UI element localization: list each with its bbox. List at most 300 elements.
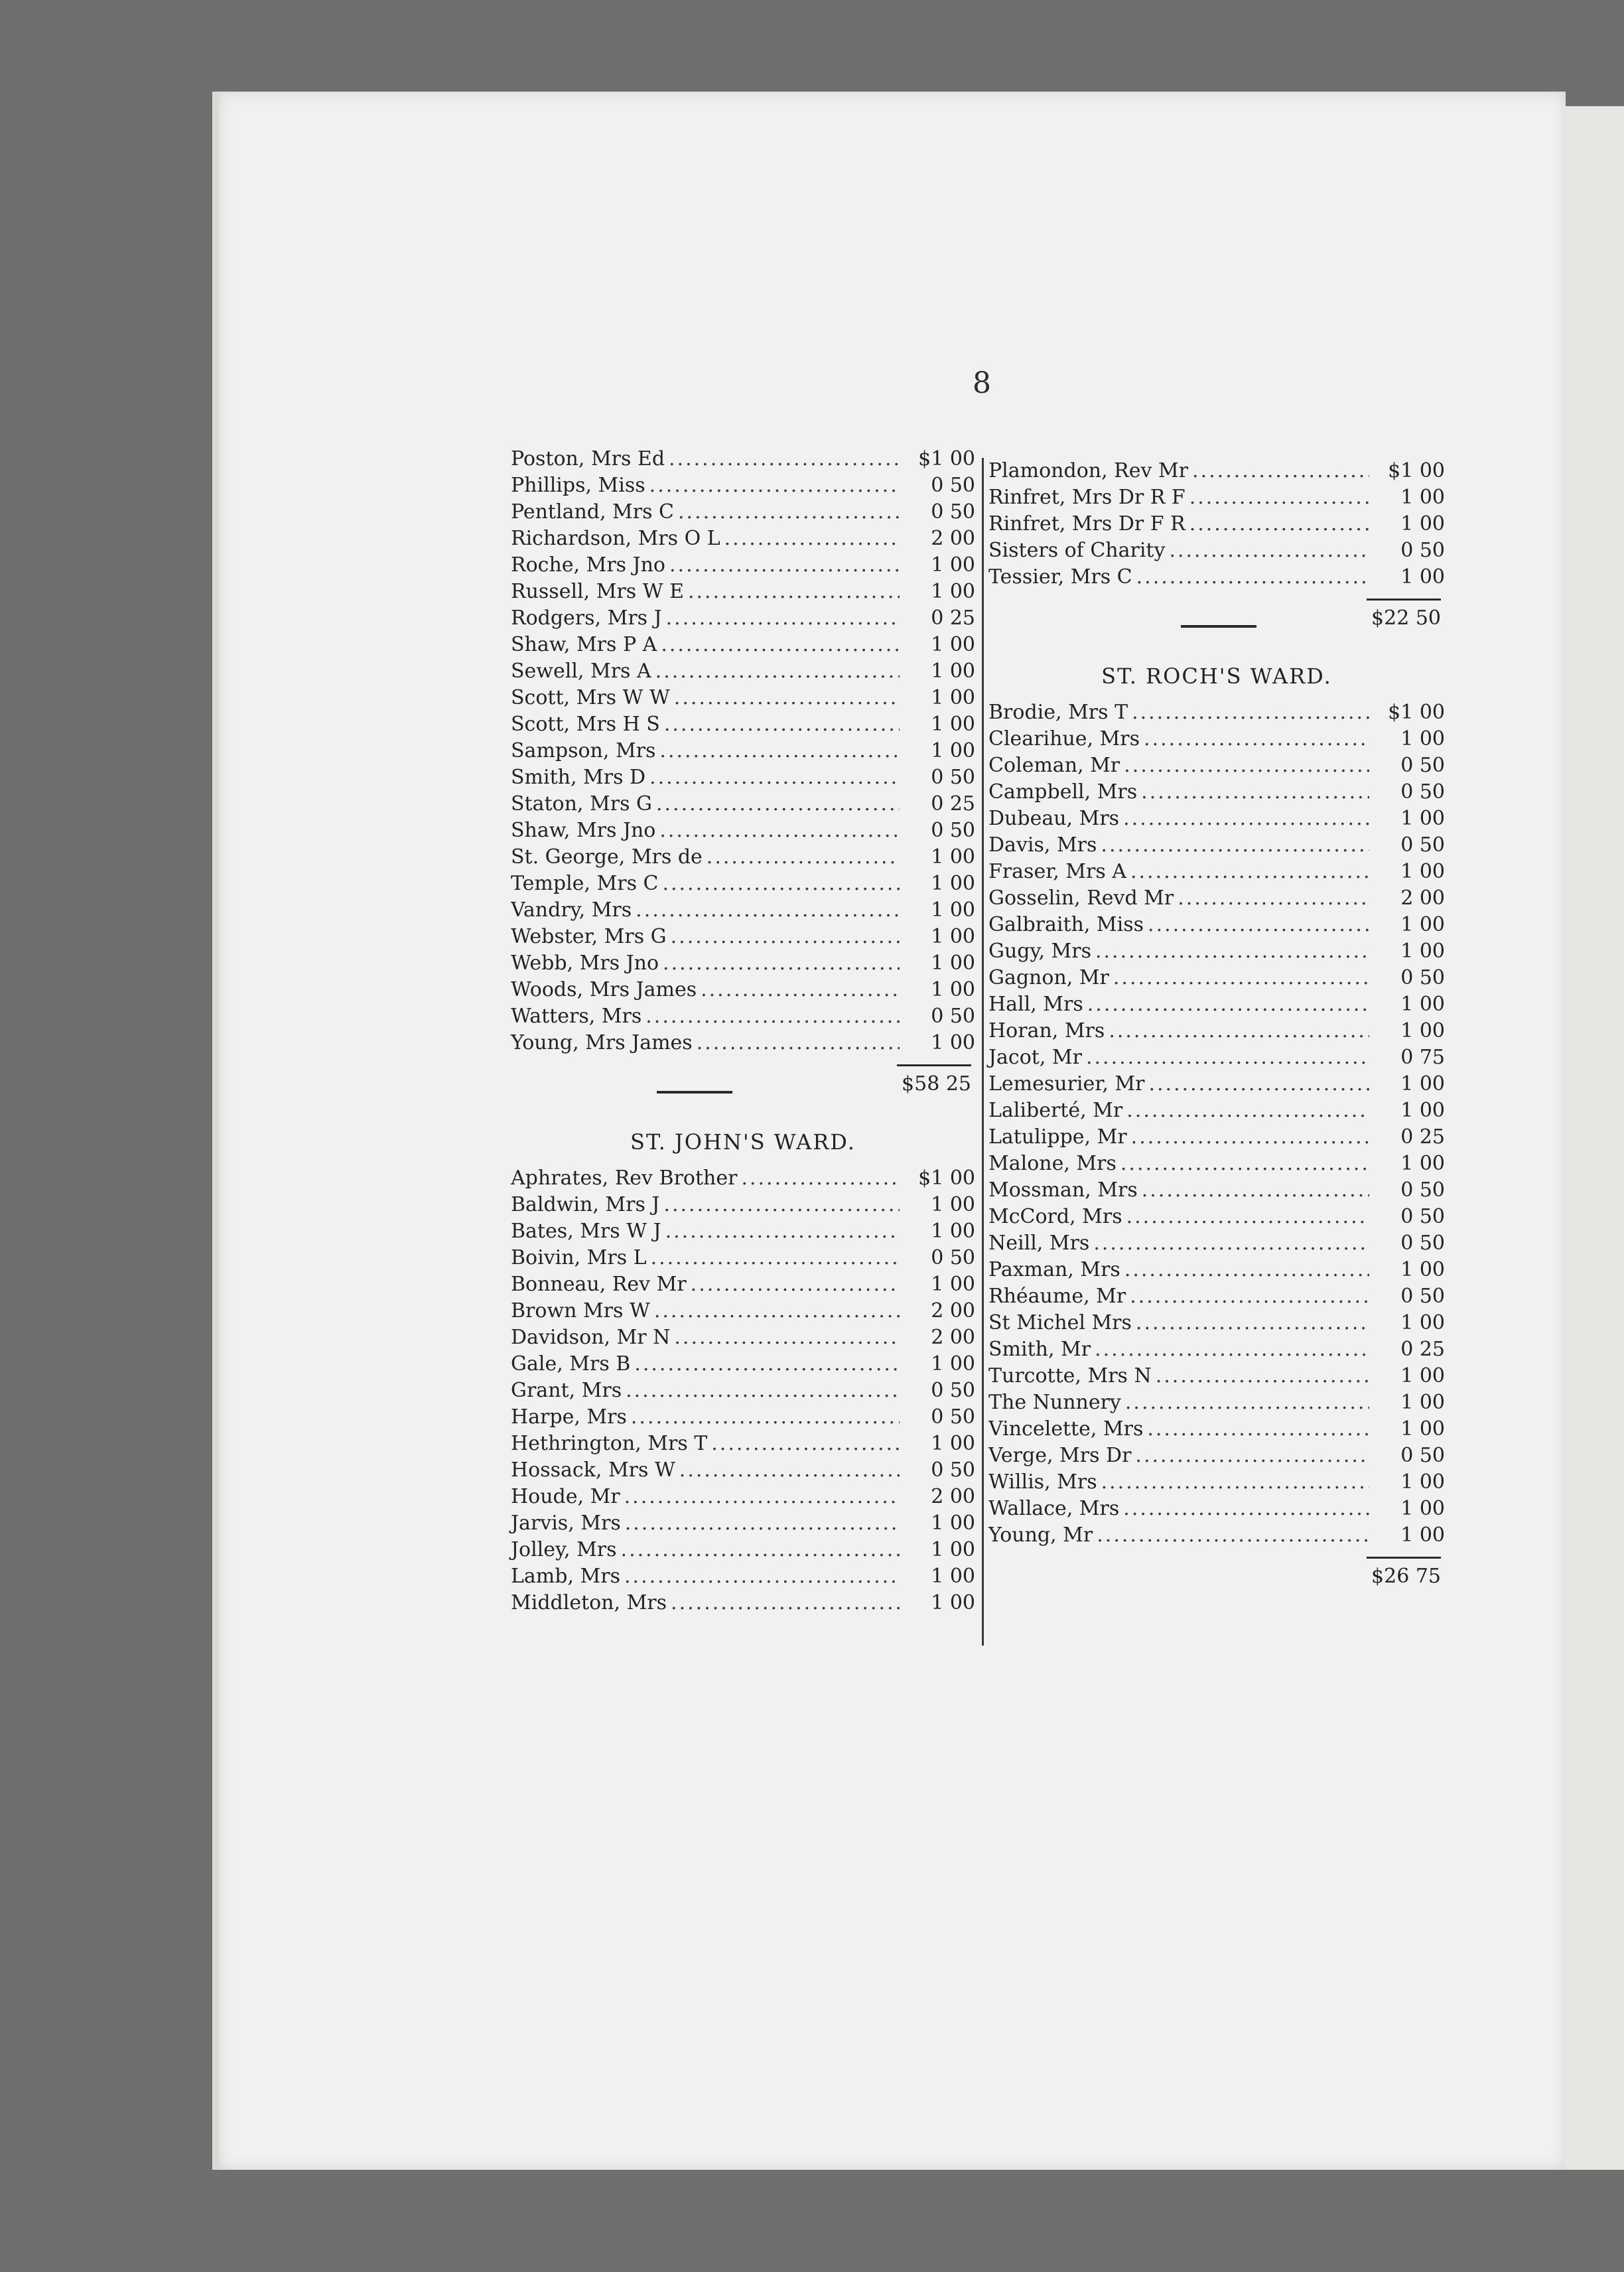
dot-leader	[1123, 1496, 1369, 1522]
subscription-amount: 1 00	[931, 713, 975, 736]
dot-leader	[741, 1165, 900, 1192]
subscriber-name: Temple, Mrs C	[511, 872, 659, 895]
subscriber-name: Brown Mrs W	[511, 1299, 650, 1322]
section-total	[988, 591, 1445, 648]
dot-leader	[664, 711, 900, 738]
dot-leader	[651, 1245, 900, 1271]
subscription-amount: 1 00	[1400, 1311, 1445, 1334]
subscription-amount: 0 50	[1400, 1205, 1445, 1228]
subscription-amount: 2 00	[931, 527, 975, 550]
subscriber-name: Dubeau, Mrs	[988, 807, 1120, 830]
dot-leader	[678, 499, 900, 526]
subscriber-row	[988, 806, 1445, 832]
subscriber-name: Scott, Mrs H S	[511, 713, 660, 736]
dot-leader	[665, 1218, 900, 1245]
dot-leader	[724, 526, 900, 552]
subscription-amount: 1 00	[931, 1432, 975, 1455]
subscription-amount: 0 50	[931, 1458, 975, 1482]
subscriber-row	[511, 685, 975, 711]
subscription-amount: 1 00	[1400, 1417, 1445, 1441]
subscriber-row	[511, 1351, 975, 1378]
subscriber-name: Roche, Mrs Jno	[511, 553, 665, 577]
subscriber-row	[988, 885, 1445, 912]
subscriber-row	[511, 658, 975, 685]
subscriber-row	[511, 791, 975, 817]
subscriber-list	[511, 1165, 975, 1616]
subscription-amount: 1 00	[931, 952, 975, 975]
subscriber-row	[988, 779, 1445, 806]
dot-leader	[688, 579, 900, 605]
dot-leader	[621, 1537, 900, 1563]
subscriber-name: Davis, Mrs	[988, 833, 1097, 857]
subscriber-name: Lemesurier, Mr	[988, 1072, 1145, 1096]
subscriber-row	[511, 1030, 975, 1056]
subscriber-row	[511, 1245, 975, 1271]
subscriber-name: Gale, Mrs B	[511, 1352, 631, 1376]
subscription-amount: 1 00	[931, 660, 975, 683]
subscriber-name: Russell, Mrs W E	[511, 580, 684, 603]
total-amount: $58 25	[902, 1072, 971, 1096]
subscriber-row	[988, 938, 1445, 965]
dot-leader	[1125, 1389, 1369, 1416]
dot-leader	[1086, 1044, 1369, 1071]
subscriber-row	[511, 764, 975, 791]
dot-leader	[1131, 1124, 1369, 1151]
subscription-amount: 0 50	[931, 1405, 975, 1429]
total-rule	[1367, 1557, 1441, 1559]
subscriber-row	[988, 1257, 1445, 1283]
subscriber-name: Mossman, Mrs	[988, 1178, 1138, 1202]
subscriber-row	[988, 564, 1445, 591]
subscription-amount: 1 00	[1400, 1524, 1445, 1547]
dot-leader	[659, 738, 900, 764]
subscription-amount: 1 00	[931, 1220, 975, 1243]
subscriber-name: Paxman, Mrs	[988, 1258, 1120, 1281]
dot-leader	[1095, 938, 1369, 965]
subscription-amount: 0 50	[931, 1005, 975, 1028]
subscriber-row	[511, 924, 975, 950]
subscriber-name: Pentland, Mrs C	[511, 500, 674, 524]
subscriber-name: Shaw, Mrs P A	[511, 633, 657, 656]
dot-leader	[1126, 1098, 1369, 1124]
subscriber-name: The Nunnery	[988, 1391, 1121, 1414]
subscriber-row	[511, 977, 975, 1003]
subscription-amount: 0 50	[931, 766, 975, 789]
subscription-amount: 0 50	[1400, 1285, 1445, 1308]
subscription-amount: 1 00	[931, 633, 975, 656]
subscriber-name: Webster, Mrs G	[511, 925, 667, 948]
subscription-amount: 1 00	[1400, 1072, 1445, 1096]
subscriber-row	[988, 1496, 1445, 1522]
dot-leader	[674, 1324, 900, 1351]
subscription-amount: 0 50	[1400, 1178, 1445, 1202]
subscription-amount: 1 00	[1400, 512, 1445, 535]
subscriber-row	[988, 752, 1445, 779]
dot-leader	[1087, 991, 1369, 1018]
subscriber-list	[511, 446, 975, 1056]
dot-leader	[1189, 484, 1369, 511]
subscription-amount: 1 00	[1400, 1497, 1445, 1520]
dot-leader	[697, 1030, 900, 1056]
subscriber-name: Jarvis, Mrs	[511, 1512, 621, 1535]
subscription-amount: 1 00	[931, 1512, 975, 1535]
dot-leader	[671, 1590, 900, 1616]
subscriber-row	[988, 1151, 1445, 1177]
dot-leader	[662, 871, 900, 897]
subscriber-name: Latulippe, Mr	[988, 1125, 1127, 1149]
dot-leader	[636, 897, 900, 924]
subscriber-row	[511, 897, 975, 924]
subscriber-name: Hossack, Mrs W	[511, 1458, 675, 1482]
dot-leader	[634, 1351, 900, 1378]
subscriber-name: Richardson, Mrs O L	[511, 527, 720, 550]
total-amount: $22 50	[1371, 606, 1441, 630]
subscriber-name: Aphrates, Rev Brother	[511, 1167, 738, 1190]
subscriber-name: Smith, Mrs D	[511, 766, 646, 789]
subscriber-row	[511, 1484, 975, 1510]
subscriber-row	[988, 912, 1445, 938]
dot-leader	[1141, 779, 1369, 806]
dot-leader	[674, 685, 900, 711]
subscription-amount: 1 00	[931, 898, 975, 922]
column-divider	[982, 458, 984, 1646]
subscriber-name: Plamondon, Rev Mr	[988, 459, 1189, 482]
subscriber-name: Staton, Mrs G	[511, 792, 652, 816]
subscriber-row	[511, 1563, 975, 1590]
dot-leader	[1147, 1416, 1369, 1443]
subscription-amount: 2 00	[931, 1326, 975, 1349]
dot-leader	[649, 764, 900, 791]
subscription-amount: 1 00	[1400, 807, 1445, 830]
dot-leader	[1135, 1443, 1369, 1469]
subscription-amount: 1 00	[1400, 860, 1445, 883]
dot-leader	[1142, 1177, 1369, 1204]
subscriber-row	[988, 1443, 1445, 1469]
subscription-amount: 1 00	[931, 580, 975, 603]
subscription-amount: 0 50	[931, 1246, 975, 1269]
subscriber-name: Vincelette, Mrs	[988, 1417, 1144, 1441]
subscriber-name: Young, Mr	[988, 1524, 1093, 1547]
subscriber-row	[511, 817, 975, 844]
subscription-amount: 0 50	[1400, 966, 1445, 989]
total-rule	[897, 1064, 971, 1066]
subscriber-row	[988, 699, 1445, 726]
subscriber-name: Willis, Mrs	[988, 1470, 1097, 1494]
subscription-amount: 1 00	[1400, 1391, 1445, 1414]
subscription-amount: 0 50	[1400, 539, 1445, 562]
subscription-amount: 0 50	[1400, 780, 1445, 804]
dot-leader	[1101, 1469, 1369, 1496]
subscriber-row	[988, 1310, 1445, 1336]
subscriber-name: Brodie, Mrs T	[988, 701, 1128, 724]
subscriber-name: Vandry, Mrs	[511, 898, 632, 922]
subscriber-name: Horan, Mrs	[988, 1019, 1105, 1042]
subscriber-row	[511, 1431, 975, 1457]
subscriber-name: Jacot, Mr	[988, 1046, 1082, 1069]
subscriber-row	[988, 965, 1445, 991]
section-total	[988, 1549, 1445, 1606]
subscription-amount: 2 00	[1400, 887, 1445, 910]
subscriber-name: Watters, Mrs	[511, 1005, 642, 1028]
dot-leader	[1189, 511, 1369, 537]
dot-leader	[1101, 832, 1369, 859]
subscriber-row	[988, 1204, 1445, 1230]
subscriber-name: Rodgers, Mrs J	[511, 606, 662, 630]
subscription-amount: $1 00	[1388, 459, 1445, 482]
subscription-amount: 1 00	[931, 1591, 975, 1614]
ward-heading: ST. ROCH'S WARD.	[1101, 664, 1332, 689]
subscriber-name: Galbraith, Miss	[988, 913, 1144, 936]
subscriber-row	[511, 1510, 975, 1537]
subscription-amount: 0 50	[931, 819, 975, 842]
subscriber-name: Shaw, Mrs Jno	[511, 819, 656, 842]
subscription-amount: 1 00	[1400, 727, 1445, 750]
subscriber-row	[988, 1283, 1445, 1310]
subscriber-name: Sewell, Mrs A	[511, 660, 651, 683]
subscriber-row	[511, 605, 975, 632]
subscriber-name: Turcotte, Mrs N	[988, 1364, 1152, 1387]
subscriber-name: Hall, Mrs	[988, 993, 1083, 1016]
subscription-amount: 0 25	[1400, 1125, 1445, 1149]
subscriber-row	[988, 1389, 1445, 1416]
subscriber-name: Bates, Mrs W J	[511, 1220, 661, 1243]
subscriber-row	[511, 1457, 975, 1484]
dot-leader	[625, 1510, 900, 1537]
dot-leader	[1123, 806, 1369, 832]
subscriber-row	[511, 499, 975, 526]
subscriber-name: Sampson, Mrs	[511, 739, 656, 762]
subscriber-row	[988, 991, 1445, 1018]
subscription-amount: 0 50	[1400, 1444, 1445, 1467]
dot-leader	[1136, 564, 1369, 591]
section-rule	[657, 1091, 732, 1094]
subscriber-row	[988, 859, 1445, 885]
subscription-amount: 1 00	[1400, 1470, 1445, 1494]
subscription-amount: 1 00	[1400, 1099, 1445, 1122]
subscription-amount: 1 00	[1400, 565, 1445, 589]
subscriber-name: Phillips, Miss	[511, 474, 645, 497]
subscription-amount: 0 50	[1400, 1232, 1445, 1255]
dot-leader	[654, 1298, 900, 1324]
subscriber-row	[511, 1537, 975, 1563]
subscriber-row	[988, 1230, 1445, 1257]
subscriber-name: St Michel Mrs	[988, 1311, 1132, 1334]
subscriber-row	[511, 1271, 975, 1298]
subscriber-name: Webb, Mrs Jno	[511, 952, 659, 975]
subscriber-name: Gosselin, Revd Mr	[988, 887, 1174, 910]
subscription-amount: $1 00	[918, 447, 975, 470]
subscription-amount: 1 00	[1400, 1152, 1445, 1175]
subscriber-name: Rhéaume, Mr	[988, 1285, 1126, 1308]
dot-leader	[661, 632, 900, 658]
subscription-amount: $1 00	[918, 1167, 975, 1190]
subscriber-name: Fraser, Mrs A	[988, 860, 1126, 883]
subscriber-name: St. George, Mrs de	[511, 845, 703, 869]
subscription-amount: 1 00	[931, 845, 975, 869]
subscription-amount: 1 00	[931, 1538, 975, 1561]
subscriber-row	[511, 1165, 975, 1192]
dot-leader	[669, 552, 900, 579]
dot-leader	[1148, 912, 1369, 938]
subscriber-row	[511, 632, 975, 658]
subscriber-name: Campbell, Mrs	[988, 780, 1138, 804]
dot-leader	[1130, 1283, 1369, 1310]
dot-leader	[1124, 1257, 1369, 1283]
subscriber-row	[988, 484, 1445, 511]
subscriber-name: Wallace, Mrs	[988, 1497, 1120, 1520]
subscription-amount: 0 50	[1400, 833, 1445, 857]
subscriber-name: Baldwin, Mrs J	[511, 1193, 660, 1216]
dot-leader	[701, 977, 900, 1003]
subscriber-row	[988, 726, 1445, 752]
subscription-amount: 1 00	[1400, 1364, 1445, 1387]
adjacent-page-edge	[1562, 106, 1624, 2170]
subscription-amount: 2 00	[931, 1485, 975, 1508]
dot-leader	[1144, 726, 1369, 752]
subscriber-row	[988, 1124, 1445, 1151]
dot-leader	[626, 1378, 900, 1404]
dot-leader	[1178, 885, 1369, 912]
subscription-amount: 1 00	[931, 1193, 975, 1216]
subscriber-name: Boivin, Mrs L	[511, 1246, 647, 1269]
subscriber-row	[511, 579, 975, 605]
subscription-amount: $1 00	[1388, 701, 1445, 724]
subscription-amount: 1 00	[931, 978, 975, 1001]
subscriber-name: Gagnon, Mr	[988, 966, 1109, 989]
dot-leader	[1097, 1522, 1369, 1549]
subscription-amount: 1 00	[1400, 993, 1445, 1016]
subscription-amount: 0 50	[1400, 754, 1445, 777]
subscriber-row	[511, 871, 975, 897]
subscriber-name: Woods, Mrs James	[511, 978, 697, 1001]
subscriber-name: McCord, Mrs	[988, 1205, 1122, 1228]
dot-leader	[624, 1484, 900, 1510]
dot-leader	[663, 950, 900, 977]
ward-heading: ST. JOHN'S WARD.	[630, 1129, 856, 1155]
subscriber-row	[988, 1177, 1445, 1204]
dot-leader	[1136, 1310, 1369, 1336]
subscription-amount: 1 00	[1400, 1019, 1445, 1042]
subscription-amount: 1 00	[931, 686, 975, 709]
subscription-amount: 1 00	[1400, 486, 1445, 509]
subscriber-row	[988, 511, 1445, 537]
subscriber-name: Tessier, Mrs C	[988, 565, 1132, 589]
subscriber-name: Harpe, Mrs	[511, 1405, 627, 1429]
subscriber-name: Middleton, Mrs	[511, 1591, 667, 1614]
dot-leader	[1124, 752, 1369, 779]
subscriber-name: Scott, Mrs W W	[511, 686, 670, 709]
subscriber-name: Sisters of Charity	[988, 539, 1166, 562]
subscriber-row	[511, 552, 975, 579]
subscriber-row	[511, 446, 975, 472]
subscriber-row	[988, 458, 1445, 484]
subscriber-name: Poston, Mrs Ed	[511, 447, 665, 470]
subscriber-name: Davidson, Mr N	[511, 1326, 671, 1349]
subscriber-name: Coleman, Mr	[988, 754, 1120, 777]
dot-leader	[1130, 859, 1369, 885]
subscriber-row	[511, 1324, 975, 1351]
subscription-amount: 0 25	[931, 606, 975, 630]
subscriber-name: Neill, Mrs	[988, 1232, 1090, 1255]
dot-leader	[707, 844, 900, 871]
subscriber-row	[511, 1298, 975, 1324]
subscriber-row	[511, 526, 975, 552]
subscription-amount: 2 00	[931, 1299, 975, 1322]
total-amount: $26 75	[1371, 1565, 1441, 1588]
subscriber-row	[511, 738, 975, 764]
subscriber-row	[988, 1363, 1445, 1389]
dot-leader	[624, 1563, 900, 1590]
subscriber-row	[511, 1404, 975, 1431]
dot-leader	[679, 1457, 900, 1484]
subscriber-row	[511, 1218, 975, 1245]
subscriber-row	[988, 832, 1445, 859]
subscriber-list	[988, 458, 1445, 591]
section-rule	[1181, 625, 1256, 628]
left-column	[511, 446, 975, 1616]
total-rule	[1367, 599, 1441, 601]
dot-leader	[663, 1192, 900, 1218]
subscriber-row	[511, 844, 975, 871]
dot-leader	[1095, 1336, 1369, 1363]
dot-leader	[1156, 1363, 1369, 1389]
subscriber-row	[511, 950, 975, 977]
subscription-amount: 0 50	[931, 1379, 975, 1402]
subscriber-row	[988, 1098, 1445, 1124]
subscriber-list	[988, 699, 1445, 1549]
dot-leader	[1093, 1230, 1369, 1257]
dot-leader	[1192, 458, 1369, 484]
section-total	[511, 1056, 975, 1113]
dot-leader	[659, 817, 900, 844]
subscriber-name: Malone, Mrs	[988, 1152, 1116, 1175]
subscription-amount: 0 25	[931, 792, 975, 816]
subscription-amount: 0 50	[931, 500, 975, 524]
subscription-amount: 1 00	[1400, 1258, 1445, 1281]
dot-leader	[1169, 537, 1369, 564]
subscriber-row	[511, 1590, 975, 1616]
subscriber-row	[511, 711, 975, 738]
dot-leader	[656, 791, 900, 817]
dot-leader	[711, 1431, 900, 1457]
subscription-amount: 1 00	[931, 1031, 975, 1054]
subscriber-name: Houde, Mr	[511, 1485, 620, 1508]
subscriber-row	[988, 1044, 1445, 1071]
subscriber-row	[988, 1416, 1445, 1443]
subscription-amount: 1 00	[931, 925, 975, 948]
subscription-amount: 1 00	[931, 872, 975, 895]
subscription-amount: 0 75	[1400, 1046, 1445, 1069]
subscription-amount: 1 00	[931, 1352, 975, 1376]
dot-leader	[1109, 1018, 1369, 1044]
dot-leader	[666, 605, 900, 632]
right-column	[988, 458, 1445, 1606]
dot-leader	[691, 1271, 900, 1298]
subscription-amount: 1 00	[1400, 940, 1445, 963]
subscriber-row	[511, 1003, 975, 1030]
subscriber-name: Rinfret, Mrs Dr R F	[988, 486, 1185, 509]
dot-leader	[671, 924, 900, 950]
dot-leader	[649, 472, 900, 499]
subscriber-row	[988, 1336, 1445, 1363]
subscriber-row	[988, 1469, 1445, 1496]
dot-leader	[1148, 1071, 1369, 1098]
dot-leader	[1113, 965, 1369, 991]
subscription-amount: 1 00	[931, 739, 975, 762]
subscriber-row	[988, 1018, 1445, 1044]
subscription-amount: 0 25	[1400, 1338, 1445, 1361]
subscriber-row	[988, 1071, 1445, 1098]
